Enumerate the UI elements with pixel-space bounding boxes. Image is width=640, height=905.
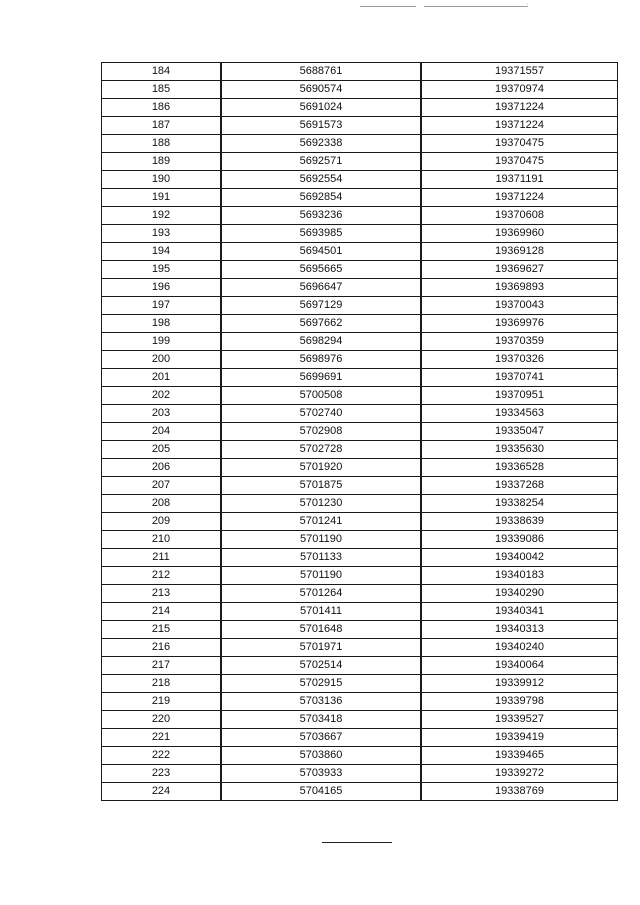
point-number-cell: 223 [102, 765, 222, 783]
point-number-cell: 195 [102, 261, 222, 279]
table-row [102, 477, 618, 495]
x-coordinate-cell: 5701241 [221, 513, 421, 531]
x-coordinate-cell: 5701875 [221, 477, 421, 495]
table-row [102, 585, 618, 603]
x-coordinate-cell: 5688761 [221, 63, 421, 81]
point-number-cell: 211 [102, 549, 222, 567]
y-coordinate-cell: 19369960 [421, 225, 618, 243]
table-row [102, 729, 618, 747]
y-coordinate-cell: 19370326 [421, 351, 618, 369]
y-coordinate-cell: 19338254 [421, 495, 618, 513]
x-coordinate-cell: 5690574 [221, 81, 421, 99]
y-coordinate-cell: 19338639 [421, 513, 618, 531]
table-row [102, 315, 618, 333]
point-number-cell: 190 [102, 171, 222, 189]
x-coordinate-cell: 5701133 [221, 549, 421, 567]
y-coordinate-cell: 19339465 [421, 747, 618, 765]
y-coordinate-cell: 19371224 [421, 99, 618, 117]
x-coordinate-cell: 5701264 [221, 585, 421, 603]
table-row [102, 495, 618, 513]
table-row [102, 675, 618, 693]
y-coordinate-cell: 19339086 [421, 531, 618, 549]
point-number-cell: 196 [102, 279, 222, 297]
y-coordinate-cell: 19335047 [421, 423, 618, 441]
point-number-cell: 214 [102, 603, 222, 621]
table-row [102, 261, 618, 279]
x-coordinate-cell: 5692854 [221, 189, 421, 207]
point-number-cell: 205 [102, 441, 222, 459]
point-number-cell: 184 [102, 63, 222, 81]
x-coordinate-cell: 5701971 [221, 639, 421, 657]
y-coordinate-cell: 19339798 [421, 693, 618, 711]
y-coordinate-cell: 19336528 [421, 459, 618, 477]
coordinate-table-body [102, 63, 618, 801]
table-row [102, 459, 618, 477]
table-row [102, 243, 618, 261]
point-number-cell: 215 [102, 621, 222, 639]
x-coordinate-cell: 5693985 [221, 225, 421, 243]
x-coordinate-cell: 5691024 [221, 99, 421, 117]
point-number-cell: 194 [102, 243, 222, 261]
point-number-cell: 201 [102, 369, 222, 387]
point-number-cell: 222 [102, 747, 222, 765]
point-number-cell: 188 [102, 135, 222, 153]
y-coordinate-cell: 19340183 [421, 567, 618, 585]
y-coordinate-cell: 19371191 [421, 171, 618, 189]
y-coordinate-cell: 19370475 [421, 135, 618, 153]
y-coordinate-cell: 19371557 [421, 63, 618, 81]
y-coordinate-cell: 19339527 [421, 711, 618, 729]
table-row [102, 603, 618, 621]
y-coordinate-cell: 19340341 [421, 603, 618, 621]
y-coordinate-cell: 19340064 [421, 657, 618, 675]
x-coordinate-cell: 5697662 [221, 315, 421, 333]
x-coordinate-cell: 5693236 [221, 207, 421, 225]
point-number-cell: 224 [102, 783, 222, 801]
x-coordinate-cell: 5692571 [221, 153, 421, 171]
table-row [102, 189, 618, 207]
x-coordinate-cell: 5696647 [221, 279, 421, 297]
x-coordinate-cell: 5697129 [221, 297, 421, 315]
y-coordinate-cell: 19340290 [421, 585, 618, 603]
table-row [102, 387, 618, 405]
point-number-cell: 218 [102, 675, 222, 693]
x-coordinate-cell: 5701230 [221, 495, 421, 513]
table-row [102, 81, 618, 99]
x-coordinate-cell: 5701920 [221, 459, 421, 477]
x-coordinate-cell: 5701190 [221, 567, 421, 585]
table-row [102, 333, 618, 351]
table-row [102, 207, 618, 225]
x-coordinate-cell: 5699691 [221, 369, 421, 387]
y-coordinate-cell: 19370359 [421, 333, 618, 351]
point-number-cell: 199 [102, 333, 222, 351]
x-coordinate-cell: 5694501 [221, 243, 421, 261]
scan-artifact-mark: ʾ [526, 2, 529, 11]
x-coordinate-cell: 5701190 [221, 531, 421, 549]
x-coordinate-cell: 5702740 [221, 405, 421, 423]
y-coordinate-cell: 19371224 [421, 117, 618, 135]
x-coordinate-cell: 5701648 [221, 621, 421, 639]
point-number-cell: 187 [102, 117, 222, 135]
x-coordinate-cell: 5692554 [221, 171, 421, 189]
table-row [102, 765, 618, 783]
coordinate-table [101, 62, 618, 801]
x-coordinate-cell: 5703860 [221, 747, 421, 765]
x-coordinate-cell: 5698976 [221, 351, 421, 369]
y-coordinate-cell: 19340042 [421, 549, 618, 567]
y-coordinate-cell: 19337268 [421, 477, 618, 495]
point-number-cell: 198 [102, 315, 222, 333]
point-number-cell: 193 [102, 225, 222, 243]
x-coordinate-cell: 5702915 [221, 675, 421, 693]
y-coordinate-cell: 19370741 [421, 369, 618, 387]
point-number-cell: 208 [102, 495, 222, 513]
table-row [102, 549, 618, 567]
table-row [102, 747, 618, 765]
table-row [102, 279, 618, 297]
y-coordinate-cell: 19370951 [421, 387, 618, 405]
x-coordinate-cell: 5692338 [221, 135, 421, 153]
table-row [102, 369, 618, 387]
table-row [102, 351, 618, 369]
y-coordinate-cell: 19339419 [421, 729, 618, 747]
x-coordinate-cell: 5702908 [221, 423, 421, 441]
point-number-cell: 213 [102, 585, 222, 603]
table-row [102, 153, 618, 171]
point-number-cell: 207 [102, 477, 222, 495]
y-coordinate-cell: 19340240 [421, 639, 618, 657]
point-number-cell: 203 [102, 405, 222, 423]
table-row [102, 531, 618, 549]
table-row [102, 297, 618, 315]
point-number-cell: 192 [102, 207, 222, 225]
y-coordinate-cell: 19369893 [421, 279, 618, 297]
point-number-cell: 191 [102, 189, 222, 207]
y-coordinate-cell: 19340313 [421, 621, 618, 639]
scan-artifact-line [360, 6, 416, 7]
x-coordinate-cell: 5691573 [221, 117, 421, 135]
point-number-cell: 216 [102, 639, 222, 657]
point-number-cell: 219 [102, 693, 222, 711]
x-coordinate-cell: 5704165 [221, 783, 421, 801]
x-coordinate-cell: 5701411 [221, 603, 421, 621]
point-number-cell: 212 [102, 567, 222, 585]
point-number-cell: 217 [102, 657, 222, 675]
y-coordinate-cell: 19370043 [421, 297, 618, 315]
point-number-cell: 200 [102, 351, 222, 369]
y-coordinate-cell: 19369128 [421, 243, 618, 261]
point-number-cell: 209 [102, 513, 222, 531]
table-row [102, 639, 618, 657]
x-coordinate-cell: 5703136 [221, 693, 421, 711]
table-row [102, 441, 618, 459]
point-number-cell: 210 [102, 531, 222, 549]
y-coordinate-cell: 19370475 [421, 153, 618, 171]
x-coordinate-cell: 5703933 [221, 765, 421, 783]
point-number-cell: 189 [102, 153, 222, 171]
table-row [102, 693, 618, 711]
table-row [102, 513, 618, 531]
point-number-cell: 185 [102, 81, 222, 99]
point-number-cell: 221 [102, 729, 222, 747]
y-coordinate-cell: 19338769 [421, 783, 618, 801]
y-coordinate-cell: 19334563 [421, 405, 618, 423]
x-coordinate-cell: 5698294 [221, 333, 421, 351]
point-number-cell: 206 [102, 459, 222, 477]
point-number-cell: 202 [102, 387, 222, 405]
table-row [102, 135, 618, 153]
y-coordinate-cell: 19339912 [421, 675, 618, 693]
table-row [102, 405, 618, 423]
y-coordinate-cell: 19370608 [421, 207, 618, 225]
y-coordinate-cell: 19371224 [421, 189, 618, 207]
point-number-cell: 204 [102, 423, 222, 441]
point-number-cell: 186 [102, 99, 222, 117]
scan-artifact-line [424, 6, 528, 7]
x-coordinate-cell: 5702728 [221, 441, 421, 459]
table-row [102, 657, 618, 675]
point-number-cell: 197 [102, 297, 222, 315]
y-coordinate-cell: 19369976 [421, 315, 618, 333]
footer-rule [322, 842, 392, 843]
table-row [102, 171, 618, 189]
table-row [102, 621, 618, 639]
point-number-cell: 220 [102, 711, 222, 729]
table-row [102, 63, 618, 81]
table-row [102, 783, 618, 801]
table-row [102, 225, 618, 243]
table-row [102, 423, 618, 441]
table-row [102, 117, 618, 135]
x-coordinate-cell: 5703418 [221, 711, 421, 729]
table-row [102, 99, 618, 117]
y-coordinate-cell: 19335630 [421, 441, 618, 459]
x-coordinate-cell: 5702514 [221, 657, 421, 675]
y-coordinate-cell: 19369627 [421, 261, 618, 279]
table-row [102, 711, 618, 729]
y-coordinate-cell: 19339272 [421, 765, 618, 783]
x-coordinate-cell: 5695665 [221, 261, 421, 279]
table-row [102, 567, 618, 585]
x-coordinate-cell: 5700508 [221, 387, 421, 405]
y-coordinate-cell: 19370974 [421, 81, 618, 99]
x-coordinate-cell: 5703667 [221, 729, 421, 747]
